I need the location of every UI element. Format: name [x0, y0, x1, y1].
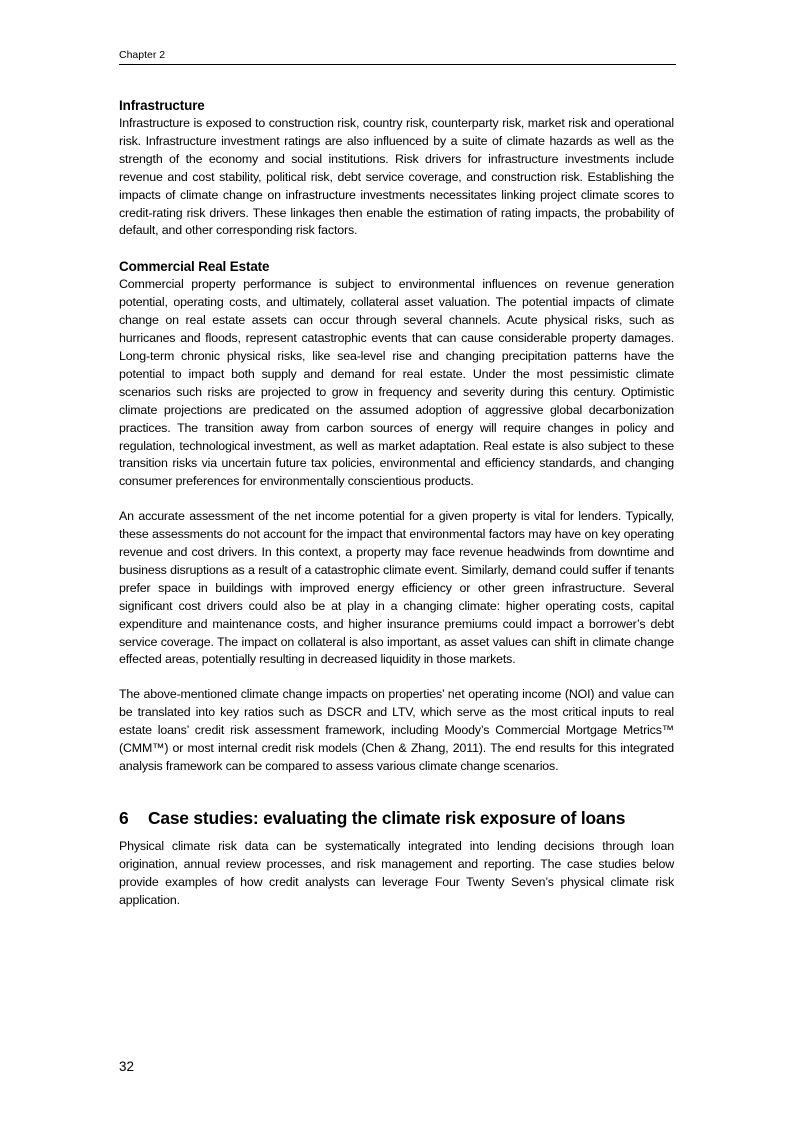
cre-paragraph-2: An accurate assessment of the net income potential for a given property is vital for lenders. Typically, these assessments do not account for the impact that environmental factors may have on key operating revenue and cost drivers. In this context, a property may face revenue headwinds from downtime and business disruptions as a result of a catastrophic climate event. Similarly, demand could suffer if tenants prefer space in buildings with improved energy efficiency or other green infrastructure. Several significant cost drivers could also be at play in a changing climate: higher operating costs, capital expenditure and maintenance costs, and higher insurance premiums could impact a borrower’s debt service coverage. The impact on collateral is also important, as asset values can shift in climate change effected areas, potentially resulting in decreased liquidity in those markets.	[119, 509, 674, 667]
spacer	[119, 669, 674, 686]
document-page	[119, 0, 674, 1122]
spacer	[119, 830, 674, 838]
cre-paragraph-1: Commercial property performance is subject to environmental influences on revenue generation potential, operating costs, and ultimately, collateral asset valuation. The potential impacts of climate change on real estate assets can occur through several channels. Acute physical risks, such as hurricanes and floods, represent catastrophic events that can cause considerable property damages. Long-term chronic physical risks, like sea-level rise and changing precipitation patterns have the potential to impact both supply and demand for real estate. Under the most pessimistic climate scenarios such risks are projected to grow in frequency and severity during this century. Optimistic climate projections are predicated on the assumed adoption of aggressive global decarbonization practices. The transition away from carbon sources of energy will require changes in policy and regulation, technological investment, as well as market adaptation. Real estate is also subject to these transition risks via uncertain future tax policies, environmental and efficiency standards, and changing consumer preferences for environmentally conscientious products.	[119, 277, 674, 489]
page-number: 32	[119, 1059, 134, 1074]
infrastructure-paragraph: Infrastructure is exposed to construction risk, country risk, counterparty risk, market risk and operational risk. Infrastructure investment ratings are also influenced by a suite of climate hazards as well as the strength of the economy and social institutions. Risk drivers for infrastructure investments include revenue and cost stability, political risk, debt service coverage, and construction risk. Establishing the impacts of climate change on infrastructure investments necessitates linking project climate scores to credit-rating risk drivers. These linkages then enable the estimation of rating impacts, the probability of default, and other corresponding risk factors.	[119, 116, 674, 238]
cre-paragraph-3: The above-mentioned climate change impacts on properties’ net operating income (NOI) and value can be translated into key ratios such as DSCR and LTV, which serve as the most critical inputs to real estate loans’ credit risk assessment framework, including Moody’s Commercial Mortgage Metrics™ (CMM™) or most internal credit risk models (Chen & Zhang, 2011). The end results for this integrated analysis framework can be compared to assess various climate change scenarios.	[119, 687, 674, 773]
section-title: Case studies: evaluating the climate risk exposure of loans	[148, 807, 626, 828]
spacer	[119, 776, 674, 806]
page-content	[119, 96, 674, 910]
chapter-label: Chapter 2	[119, 49, 166, 61]
case-studies-paragraph: Physical climate risk data can be systematically integrated into lending decisions through loan origination, annual review processes, and risk management and reporting. The case studies below provide examples of how credit analysts can leverage Four Twenty Seven’s physical climate risk application.	[119, 838, 674, 907]
section-number: 6	[119, 807, 129, 828]
section-6-heading	[119, 806, 674, 830]
commercial-real-estate-heading: Commercial Real Estate	[119, 259, 270, 275]
running-header	[119, 48, 676, 65]
spacer	[119, 491, 674, 508]
infrastructure-heading: Infrastructure	[119, 98, 205, 113]
spacer	[119, 240, 674, 257]
